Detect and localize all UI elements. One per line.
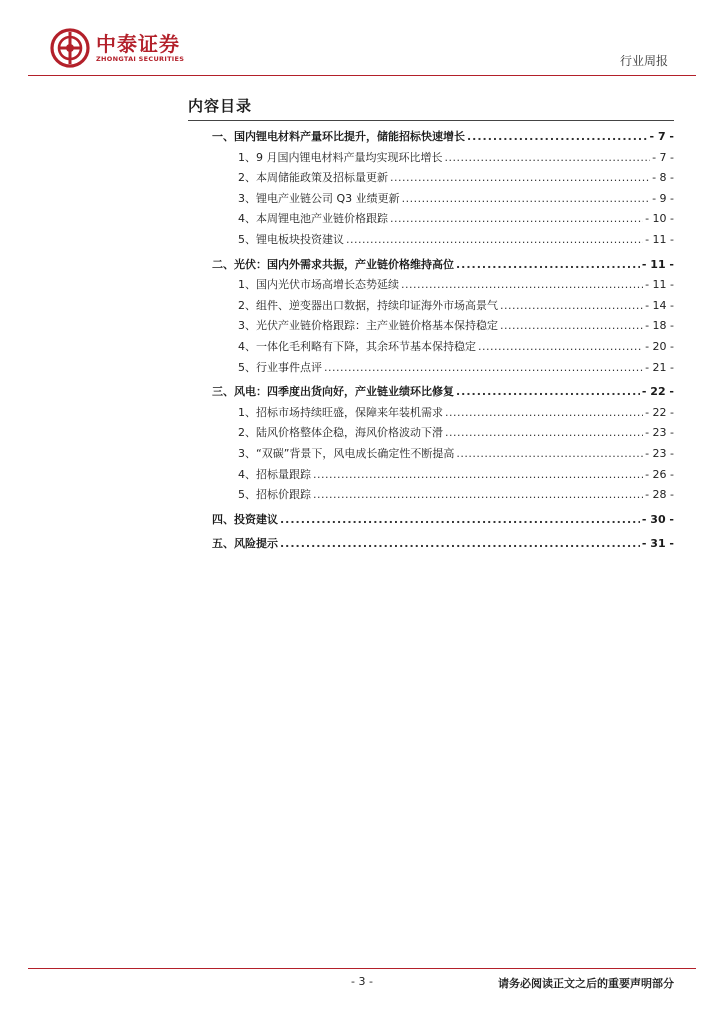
toc-title-divider [188, 120, 674, 121]
toc-subsection-entry[interactable] [212, 359, 674, 380]
toc-title: 内容目录 [188, 97, 253, 115]
toc-subsection-label: 3、光伏产业链价格跟踪：主产业链价格基本保持稳定 [238, 319, 498, 333]
toc-leader-dots [280, 513, 640, 526]
toc-subsection-page: - 23 - [645, 426, 674, 440]
toc-leader-dots [456, 447, 643, 460]
toc-section-entry[interactable] [212, 511, 674, 532]
toc-subsection-entry[interactable] [212, 424, 674, 445]
toc-subsection-entry[interactable] [212, 466, 674, 487]
toc-leader-dots [467, 130, 648, 143]
header-divider [28, 75, 696, 76]
toc-section-entry[interactable] [212, 535, 674, 556]
toc-subsection-entry[interactable] [212, 338, 674, 359]
toc-subsection-label: 5、锂电板块投资建议 [238, 232, 344, 246]
page-header [0, 0, 724, 80]
toc-subsection-entry[interactable] [212, 169, 674, 190]
toc-section-page: - 7 - [649, 130, 674, 143]
toc-subsection-page: - 23 - [645, 446, 674, 460]
toc-leader-dots [456, 258, 640, 271]
toc-leader-dots [456, 385, 640, 398]
page-number: - 3 - [351, 975, 373, 988]
logo-english-name: ZHONGTAI SECURITIES [96, 54, 185, 63]
toc-leader-dots [500, 299, 643, 312]
toc-subsection-label: 5、行业事件点评 [238, 360, 322, 374]
toc-subsection-page: - 11 - [645, 232, 674, 246]
toc-subsection-entry[interactable] [212, 190, 674, 211]
footer-disclaimer: 请务必阅读正文之后的重要声明部分 [498, 977, 674, 990]
toc-subsection-entry[interactable] [212, 210, 674, 231]
logo-chinese-name: 中泰证券 [96, 31, 180, 56]
toc-leader-dots [445, 426, 643, 439]
toc-subsection-label: 1、国内光伏市场高增长态势延续 [238, 278, 399, 292]
toc-section-entry[interactable] [212, 128, 674, 149]
toc-leader-dots [445, 406, 643, 419]
toc-section-label: 三、风电：四季度出货向好，产业链业绩环比修复 [212, 385, 454, 399]
toc-subsection-label: 3、“双碳”背景下，风电成长确定性不断提高 [238, 446, 455, 460]
toc-subsection-entry[interactable] [212, 317, 674, 338]
toc-subsection-label: 1、招标市场持续旺盛，保障来年装机需求 [238, 405, 443, 419]
toc-section-label: 二、光伏：国内外需求共振，产业链价格维持高位 [212, 257, 454, 271]
toc-subsection-label: 2、本周储能政策及招标量更新 [238, 171, 388, 185]
toc-leader-dots [500, 319, 643, 332]
toc-section-label: 五、风险提示 [212, 537, 278, 551]
toc-section-page: - 31 - [641, 537, 674, 551]
toc-subsection-page: - 7 - [652, 150, 674, 164]
toc-leader-dots [390, 212, 643, 225]
toc-subsection-page: - 22 - [645, 405, 674, 419]
toc-leader-dots [390, 171, 650, 184]
toc-subsection-page: - 8 - [652, 171, 674, 185]
toc-leader-dots [280, 537, 640, 550]
toc-leader-dots [401, 278, 643, 291]
toc-subsection-page: - 28 - [645, 488, 674, 502]
toc-subsection-label: 4、本周锂电池产业链价格跟踪 [238, 212, 388, 226]
toc-section-label: 一、国内锂电材料产量环比提升，储能招标快速增长 [212, 130, 465, 143]
toc-subsection-page: - 20 - [645, 339, 674, 353]
toc-subsection-page: - 10 - [645, 212, 674, 226]
toc-section-entry[interactable] [212, 383, 674, 404]
toc-section-page: - 30 - [641, 512, 674, 526]
toc-subsection-label: 4、一体化毛利略有下降，其余环节基本保持稳定 [238, 339, 476, 353]
toc-section-page: - 11 - [641, 257, 674, 271]
toc-subsection-entry[interactable] [212, 276, 674, 297]
toc-subsection-entry[interactable] [212, 486, 674, 507]
toc-subsection-page: - 26 - [645, 467, 674, 481]
toc-subsection-entry[interactable] [212, 445, 674, 466]
toc-subsection-entry[interactable] [212, 297, 674, 318]
toc-subsection-label: 5、招标价跟踪 [238, 488, 311, 502]
toc-subsection-entry[interactable] [212, 231, 674, 252]
toc-subsection-page: - 21 - [645, 360, 674, 374]
toc-subsection-entry[interactable] [212, 149, 674, 170]
toc-subsection-page: - 11 - [645, 278, 674, 292]
toc-subsection-entry[interactable] [212, 404, 674, 425]
toc-leader-dots [313, 468, 643, 481]
toc-section-label: 四、投资建议 [212, 512, 278, 526]
zhongtai-logo-icon [50, 28, 90, 68]
toc-subsection-page: - 18 - [645, 319, 674, 333]
toc-subsection-label: 4、招标量跟踪 [238, 467, 311, 481]
toc-subsection-label: 2、陆风价格整体企稳，海风价格波动下滑 [238, 426, 443, 440]
toc-subsection-label: 2、组件、逆变器出口数据，持续印证海外市场高景气 [238, 298, 498, 312]
toc-subsection-page: - 9 - [652, 191, 674, 205]
table-of-contents [212, 128, 674, 556]
company-logo [50, 28, 184, 68]
toc-subsection-page: - 14 - [645, 298, 674, 312]
footer-divider [28, 968, 696, 969]
toc-section-page: - 22 - [641, 385, 674, 399]
toc-section-entry[interactable] [212, 256, 674, 277]
toc-subsection-label: 3、锂电产业链公司 Q3 业绩更新 [238, 191, 400, 205]
report-type-label: 行业周报 [619, 54, 668, 68]
toc-leader-dots [324, 361, 643, 374]
toc-leader-dots [313, 488, 643, 501]
toc-leader-dots [478, 340, 643, 353]
toc-leader-dots [402, 192, 650, 205]
toc-leader-dots [346, 233, 643, 246]
toc-subsection-label: 1、9 月国内锂电材料产量均实现环比增长 [238, 150, 443, 164]
toc-leader-dots [445, 151, 651, 164]
